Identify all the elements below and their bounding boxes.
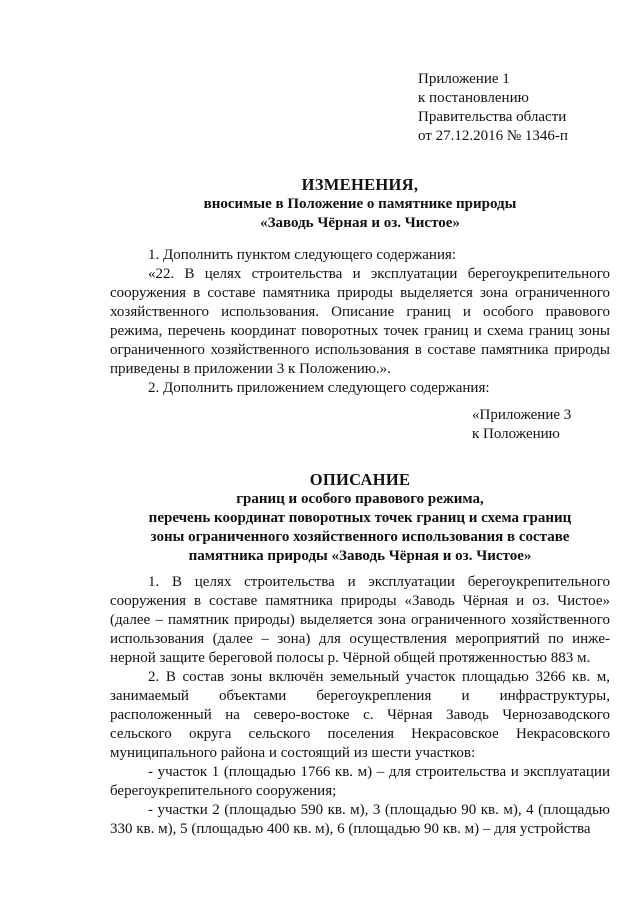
description-subtitle-line: границ и особого правового режима, <box>236 491 484 507</box>
paragraph: 2. Дополнить приложением следующего содержания: <box>148 380 490 396</box>
appendix-header-line: к постановлению <box>418 90 529 106</box>
appendix-header-line: «Приложение 3 <box>472 407 572 423</box>
changes-subtitle-line: вносимые в Положение о памятнике природы <box>203 196 517 212</box>
description-subtitle-line: перечень координат поворотных точек границ и схема границ <box>148 510 572 526</box>
appendix-header-line: к Положению <box>472 426 560 442</box>
description-body <box>110 573 610 839</box>
paragraph: 1. Дополнить пунктом следующего содержания: <box>148 247 457 263</box>
description-title <box>60 470 640 566</box>
appendix-1-header <box>418 70 568 146</box>
appendix-3-header <box>472 406 571 444</box>
description-subtitle-line: зоны ограниченного хозяйственного использования в составе <box>150 529 570 545</box>
appendix-header-line: от 27.12.2016 № 1346-п <box>418 128 568 144</box>
paragraph: - участки 2 (площадью 590 кв. м), 3 (площадью 90 кв. м), 4 (площадью 330 кв. м), 5 (площадью 400 кв. м), 6 (площадью 90 кв. м) – для устройства <box>110 802 610 837</box>
appendix-header-line: Правительства области <box>418 109 567 125</box>
description-subtitle-line: памятника природы «Заводь Чёрная и оз. Чистое» <box>188 548 532 564</box>
paragraph: 1. В целях строительства и эксплуатации берегоукрепительного сооружения в составе памятника природы «Заводь Чёрная и оз. Чистое» (далее – памятник природы) выделяется зона ограниченного хозяйственного использования (далее – зона) для осуществления мероприятий по инже-нерной защите береговой полосы р. Чёрной общей протяженностью 883 м. <box>110 574 610 666</box>
paragraph: 2. В состав зоны включён земельный участок площадью 3266 кв. м, занимаемый объектами берегоукрепления и инфраструктуры, расположенный на северо-востоке с. Чёрная Заводь Чернозаводского сельского округа сельского поселения Некрасовское Некрасовского муниципального района и состоящий из шести участков: <box>110 669 610 761</box>
changes-title <box>60 175 640 233</box>
changes-body <box>110 246 610 398</box>
appendix-header-line: Приложение 1 <box>418 71 510 87</box>
changes-heading: ИЗМЕНЕНИЯ, <box>301 175 419 194</box>
paragraph: - участок 1 (площадью 1766 кв. м) – для строительства и эксплуатации берегоукрепительного сооружения; <box>110 764 610 799</box>
changes-subtitle-line: «Заводь Чёрная и оз. Чистое» <box>260 215 460 231</box>
description-heading: ОПИСАНИЕ <box>309 470 411 489</box>
paragraph: «22. В целях строительства и эксплуатации берегоукрепительного сооружения в составе памятника природы выделяется зона ограниченного хозяйственного использования. Описание границ и особого правового режима, перечень координат поворотных точек границ и схема границ зоны ограниченного хозяйственного использования в составе памятника природы приведены в приложении 3 к Положению.». <box>110 266 610 377</box>
